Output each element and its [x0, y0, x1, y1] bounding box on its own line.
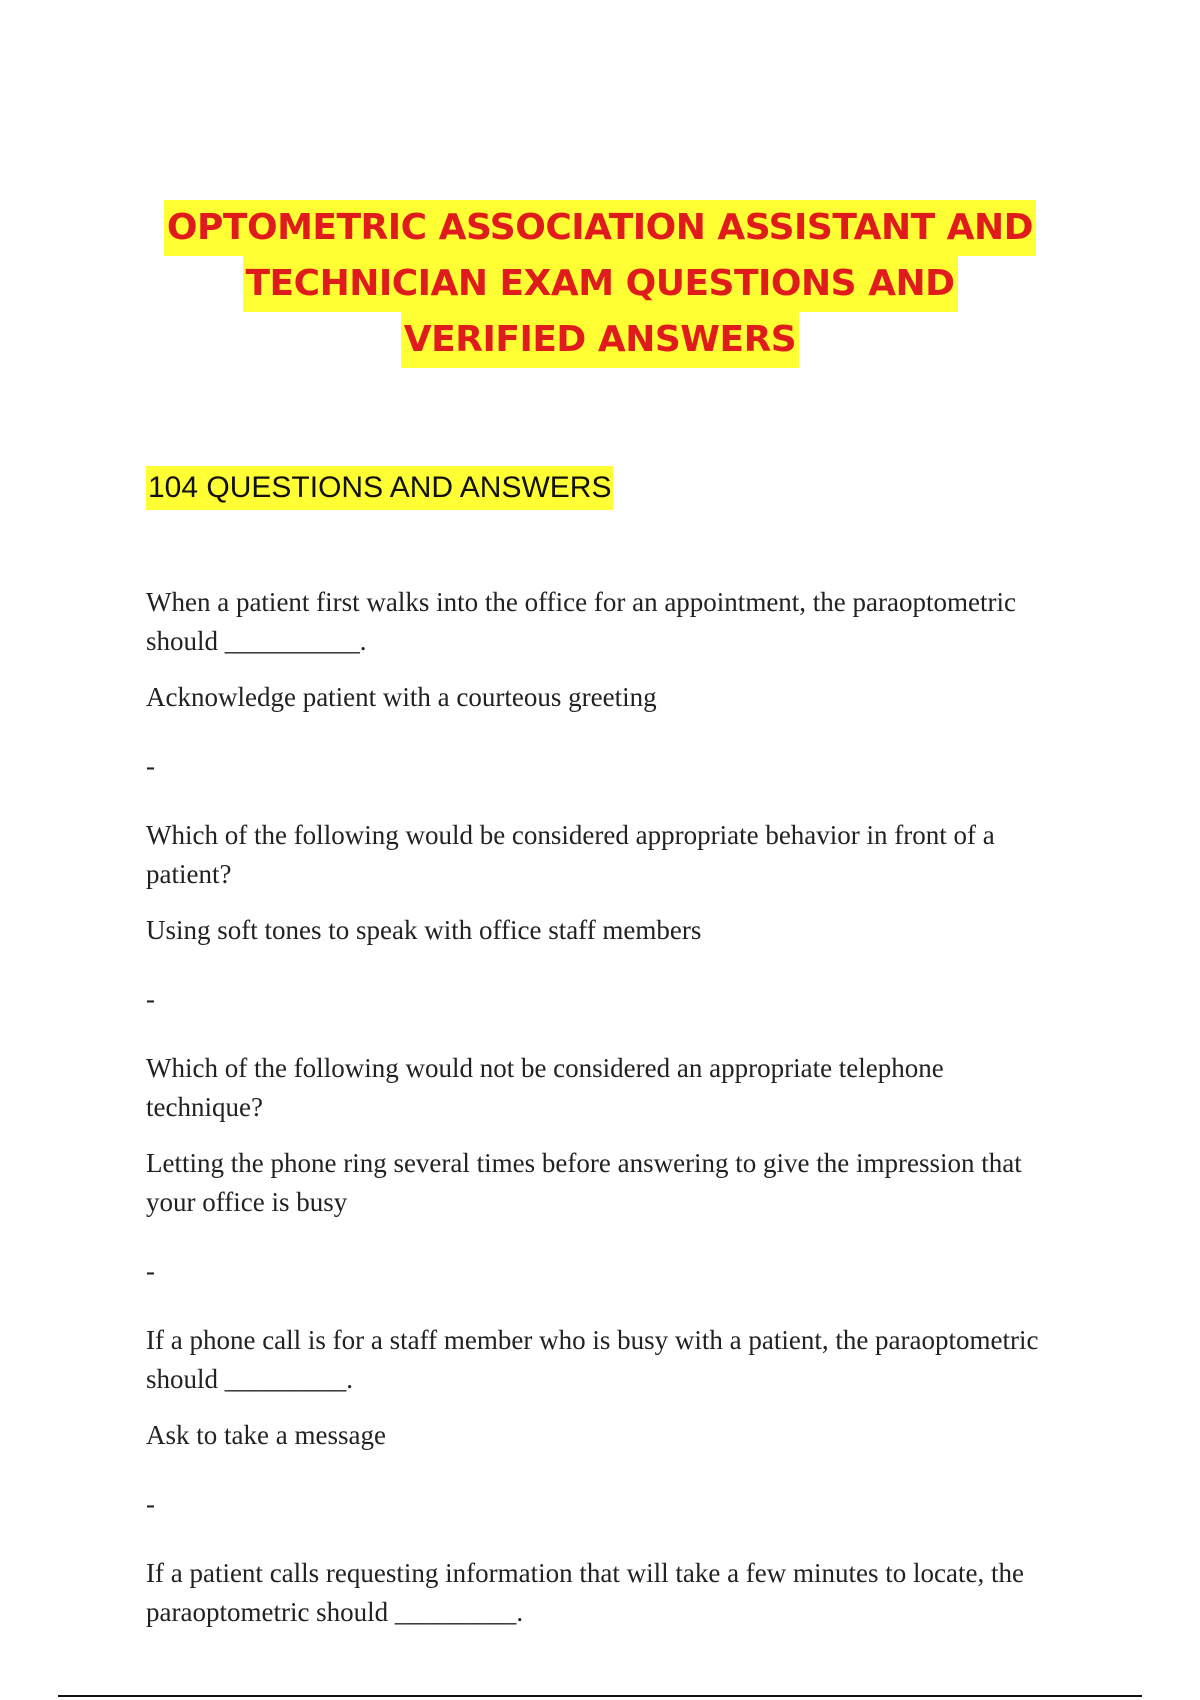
title-line-1: OPTOMETRIC ASSOCIATION ASSISTANT AND: [164, 200, 1036, 256]
separator-3: -: [146, 1256, 155, 1286]
separator-1: -: [146, 751, 155, 781]
question-2: Which of the following would be considered appropriate behavior in front of a patient?: [146, 820, 995, 889]
title-line-3: VERIFIED ANSWERS: [401, 312, 799, 368]
page-bottom-rule: [58, 1695, 1142, 1697]
document-title: [0, 200, 1200, 368]
answer-4: Ask to take a message: [146, 1420, 386, 1450]
answer-3: Letting the phone ring several times before answering to give the impression that your office is busy: [146, 1148, 1022, 1217]
question-4: If a phone call is for a staff member who is busy with a patient, the paraoptometric should _________.: [146, 1325, 1039, 1394]
answer-1: Acknowledge patient with a courteous greeting: [146, 682, 657, 712]
title-line-2: TECHNICIAN EXAM QUESTIONS AND: [243, 256, 958, 312]
qa-list: [146, 583, 1056, 1649]
answer-2: Using soft tones to speak with office staff members: [146, 915, 702, 945]
question-5: If a patient calls requesting information that will take a few minutes to locate, the paraoptometric should _________.: [146, 1558, 1024, 1627]
separator-2: -: [146, 984, 155, 1014]
question-count-heading: 104 QUESTIONS AND ANSWERS: [146, 466, 613, 510]
separator-4: -: [146, 1489, 155, 1519]
question-1: When a patient first walks into the office for an appointment, the paraoptometric should __________.: [146, 587, 1016, 656]
question-3: Which of the following would not be considered an appropriate telephone technique?: [146, 1053, 944, 1122]
